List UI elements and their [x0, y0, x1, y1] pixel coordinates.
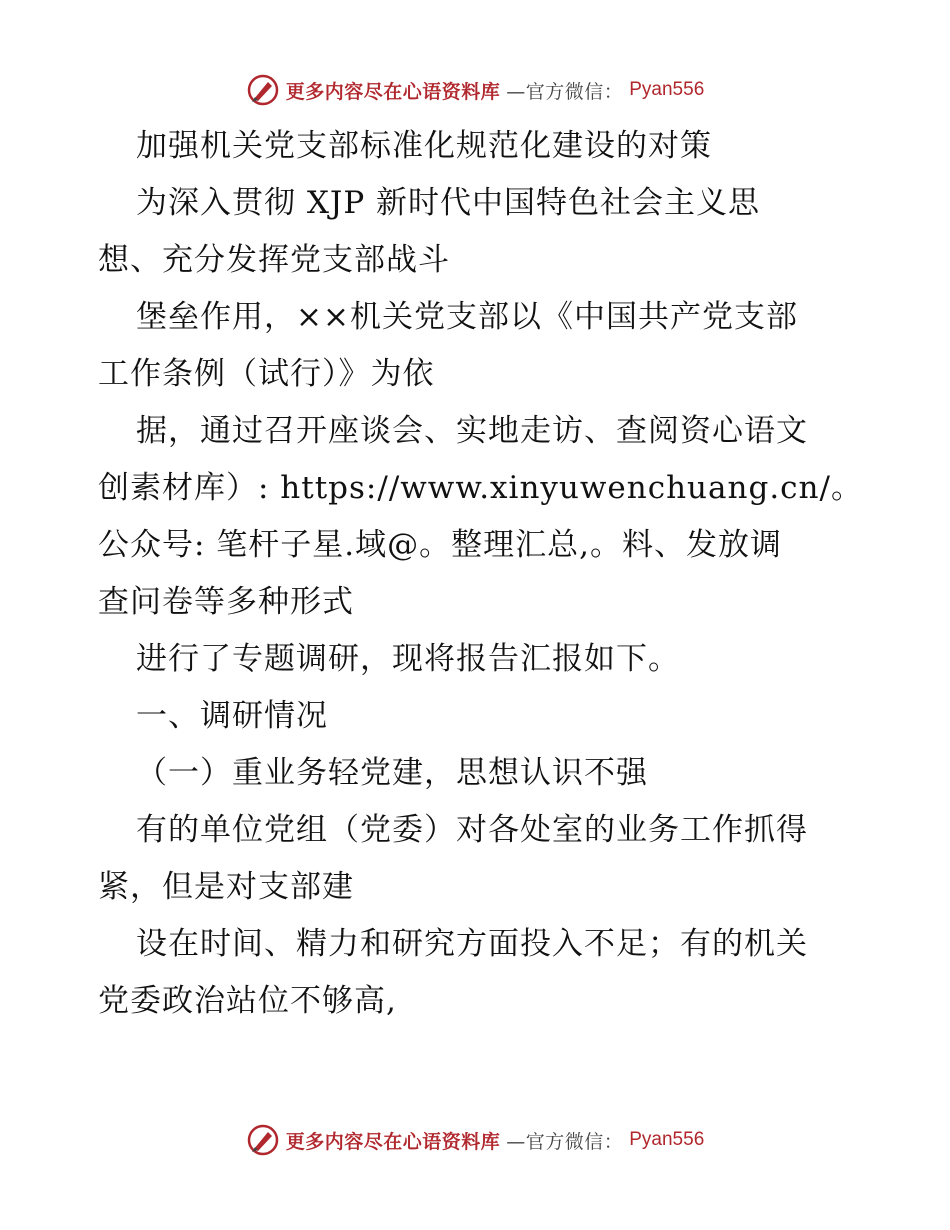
paragraph-line: 想、充分发挥党支部战斗: [98, 242, 450, 278]
paragraph-line: 查问卷等多种形式: [98, 584, 354, 620]
header-watermark: [0, 70, 950, 110]
paragraph-line: 公众号: 笔杆子星.域@。整理汇总,。料、发放调: [98, 527, 783, 563]
footer-site-text: 更多内容尽在心语资料库: [285, 1130, 501, 1153]
paragraph-line: 为深入贯彻 XJP 新时代中国特色社会主义思: [136, 185, 761, 221]
pen-nib-logo-icon: [246, 1123, 280, 1157]
footer-separator: —官方微信：: [506, 1130, 624, 1153]
footer-wechat-id: Pyan556: [629, 1129, 705, 1150]
paragraph-line: 工作条例（试行）》为依: [98, 356, 435, 392]
document-body: [98, 118, 863, 1030]
paragraph-line: 党委政治站位不够高,: [98, 983, 397, 1019]
paragraph-line: 进行了专题调研，现将报告汇报如下。: [136, 641, 680, 677]
paragraph-line: 有的单位党组（党委）对各处室的业务工作抓得: [136, 812, 808, 848]
paragraph-line: 据，通过召开座谈会、实地走访、查阅资心语文: [136, 413, 808, 449]
pen-nib-logo-icon: [246, 73, 280, 107]
paragraph-line: 堡垒作用，××机关党支部以《中国共产党支部: [136, 299, 798, 335]
footer-watermark: [0, 1120, 950, 1160]
document-title: 加强机关党支部标准化规范化建设的对策: [136, 128, 712, 164]
paragraph-line: 创素材库）: https://www.xinyuwenchuang.cn/。: [98, 470, 863, 506]
paragraph-line: 设在时间、精力和研究方面投入不足；有的机关: [136, 926, 808, 962]
header-wechat-id: Pyan556: [629, 79, 705, 100]
paragraph-line: 紧，但是对支部建: [98, 869, 354, 905]
header-separator: —官方微信：: [506, 80, 624, 103]
subsection-heading: （一）重业务轻党建，思想认识不强: [136, 755, 648, 791]
header-site-text: 更多内容尽在心语资料库: [285, 80, 501, 103]
section-heading: 一、调研情况: [136, 698, 328, 734]
